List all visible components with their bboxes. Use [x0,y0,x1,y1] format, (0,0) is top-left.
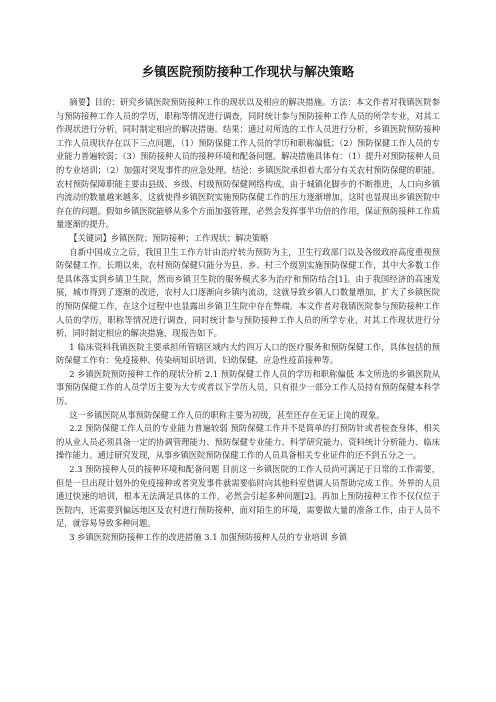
section-2-3-paragraph: 2.3 预防接种人员的接种环境和配备问题 目前这一乡镇医院的工作人员尚可满足于日常的工作需要，但是一旦出现计划外的免疫接种或者突发事件就需要临时向其他科室借调人员帮助完成工作。外界的人员通过快速的培训，根本无法满足具体的工作，必然会引起多种问题[2]。再加上预防接种工作不仅仅位于医院内，还需要到偏远地区及农村进行预防接种，面对陌生的环境，需要做大量的准备工作，由于人员不足，就容易导致多种问题。 [56,464,440,529]
section-2-1-continued-paragraph: 这一乡镇医院从事预防保健工作人员的职称主要为初级，甚至还存在无证上岗的现象。 [69,409,385,420]
section-2-2-paragraph: 2.2 预防保健工作人员的专业能力普遍较弱 预防保健工作并不是简单的打预防针或者检查身体，相关的从业人员必须具备一定的协调管理能力、预防保健专业能力、科学研究能力、资料统计分析能力、临床操作能力。通过研究发现，从事乡镇医院预防保健工作的人员具备相关专业证件的还不到五分之一。 [56,423,440,461]
section-2-1-paragraph: 2 乡镇医院预防接种工作的现状分析 2.1 预防保健工作人员的学历和职称偏低 本文所选的乡镇医院从事预防保健工作的人员学历主要为大专或者以下学历人员，只有很少一部分工作人员持有预防保健本科学历。 [56,368,440,407]
abstract-paragraph: 摘要】目的：研究乡镇医院预防接种工作的现状以及相应的解决措施。方法：本文作者对我镇医院参与预防接种工作人员的学历，职称等情况进行调查，同时统计参与预防接种工作人员的所学专业，对其工作现状进行分析，同时制定相应的解决措施。结果：通过对所选的工作人员进行分析，乡镇医院预防接种工作人员现状存在以下三点问题，（1）预防保健工作人员的学历和职称偏低；（2）预防保健工作人员的专业能力普遍较弱；（3）预防接种人员的接种环境和配备问题。解决措施具体有：（1）提升对预防接种人员的专业培训；（2）加强对突发事件的应急处理。结论：乡镇医院承担着大部分有关农村预防保健的职能。农村预防保障职能主要由县级、乡级、村级预防保健网络构成。由于城镇化脚步的不断推进，人口向乡镇内流动的数量越来越多，这就使得乡镇医院实施预防保健工作的压力逐渐增加，这时也显现出乡镇医院中存在的问题。假如乡镇医院能够从多个方面加强管理，必然会发挥事半功倍的作用，保证预防接种工作质量逐渐的提升。 [56,97,440,230]
document-title: 乡镇医院预防接种工作现状与解决策略 [141,64,355,79]
section-1-paragraph: 1 临床资料我镇医院主要承担所管辖区域内大约四万人口的医疗服务和预防保健工作，具体包括的预防保健工作有：免疫接种、传染病知识培训、妇幼保健、应急性疫苗接种等。 [56,341,440,366]
section-3-paragraph: 3 乡镇医院预防接种工作的改进措施 3.1 加强预防接种人员的专业培训 乡镇 [69,532,348,542]
intro-paragraph: 自新中国成立之后，我国卫生工作方针由治疗转为预防为主，卫生行政部门以及各级政府高度重视预防保健工作。长期以来，农村预防保健只能分为县、乡、村三个级别实施预防保健工作，其中大多数工作是具体落实到乡镇卫生院，然而乡镇卫生院的服务模式多为治疗和预防结合[1]。由于我国经济的高速发展，城市得到了逐渐的改进，农村人口逐渐向乡镇内流动，这就导致乡镇人口数量增加，扩大了乡镇医院的预防保健工作，在这个过程中也显露出乡镇卫生院中存在弊端。本文作者对我镇医院参与预防接种工作人员的学历，职称等情况进行调查，同时统计参与预防接种工作人员的所学专业，对其工作现状进行分析，同时制定相应的解决措施，现报告如下。 [56,246,440,339]
keywords-paragraph: 【关键词】乡镇医院；预防接种；工作现状；解决策略 [69,232,269,243]
